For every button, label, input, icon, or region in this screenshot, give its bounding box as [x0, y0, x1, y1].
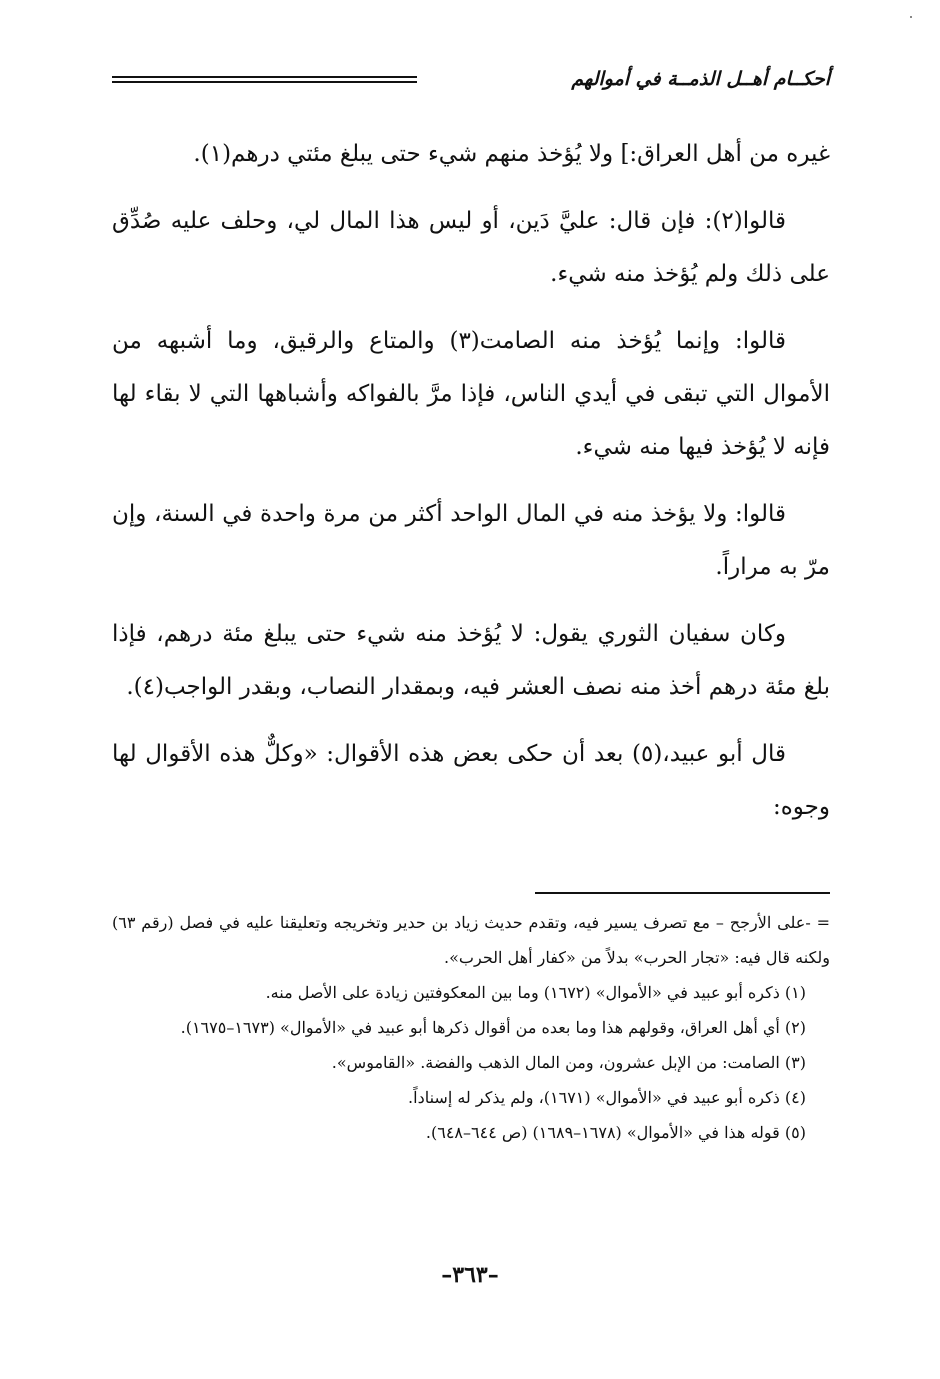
- paragraph: غيره من أهل العراق:] ولا يُؤخذ منهم شيء حتى يبلغ مئتي درهم(١).: [193, 141, 830, 167]
- paragraph: قالوا: وإنما يُؤخذ منه الصامت(٣) والمتاع والرقيق، وما أشبهه من الأموال التي تبقى في أيدي الناس، فإذا مرَّ بالفواكه وأشباهها التي لا بقاء لها فإنه لا يُؤخذ فيها منه شيء.: [112, 328, 830, 460]
- paragraph: وكان سفيان الثوري يقول: لا يُؤخذ منه شيء حتى يبلغ مئة درهم، فإذا بلغ مئة درهم أخذ منه نصف العشر فيه، وبمقدار النصاب، وبقدر الواجب(٤).: [112, 621, 830, 700]
- running-header: [112, 66, 830, 96]
- paragraph: قالوا: ولا يؤخذ منه في المال الواحد أكثر من مرة واحدة في السنة، وإن مرّ به مراراً.: [112, 501, 830, 580]
- header-double-rule: [112, 76, 417, 83]
- footnote-continuation: = -على الأرجح – مع تصرف يسير فيه، وتقدم حديث زياد بن حدير وتخريجه وتعليقنا عليه في فصل (رقم ٦٣) ولكنه قال فيه: «تجار الحرب» بدلاً من «كفار أهل الحرب».: [112, 913, 830, 967]
- footnote: (١) ذكره أبو عبيد في «الأموال» (١٦٧٢) وما بين المعكوفتين زيادة على الأصل منه.: [265, 983, 806, 1002]
- page-number: –٣٦٣–: [441, 1262, 499, 1288]
- paragraph: قالوا(٢): فإن قال: عليَّ دَين، أو ليس هذا المال لي، وحلف عليه صُدِّق على ذلك ولم يُؤخذ منه شيء.: [112, 208, 830, 287]
- footnote-separator: [535, 892, 830, 894]
- header-title: أحكــام أهــل الذمــة في أموالهم: [571, 68, 830, 90]
- footnote: (٢) أي أهل العراق، وقولهم هذا وما بعده من أقوال ذكرها أبو عبيد في «الأموال» (١٦٧٣–١٦٧٥).: [180, 1018, 806, 1037]
- footnote: (٤) ذكره أبو عبيد في «الأموال» (١٦٧١)، ولم يذكر له إسناداً.: [408, 1088, 806, 1107]
- footnote: (٥) قوله هذا في «الأموال» (١٦٧٨–١٦٨٩) (ص ٦٤٤–٦٤٨).: [425, 1123, 806, 1142]
- paragraph: قال أبو عبيد،(٥) بعد أن حكى بعض هذه الأقوال: «وكلٌّ هذه الأقوال لها وجوه:: [112, 741, 830, 820]
- footnotes: [112, 905, 830, 1150]
- scan-dot: [910, 16, 912, 18]
- footnote: (٣) الصامت: من الإبل عشرون، ومن المال الذهب والفضة. «القاموس».: [331, 1053, 806, 1072]
- main-text: [112, 128, 830, 848]
